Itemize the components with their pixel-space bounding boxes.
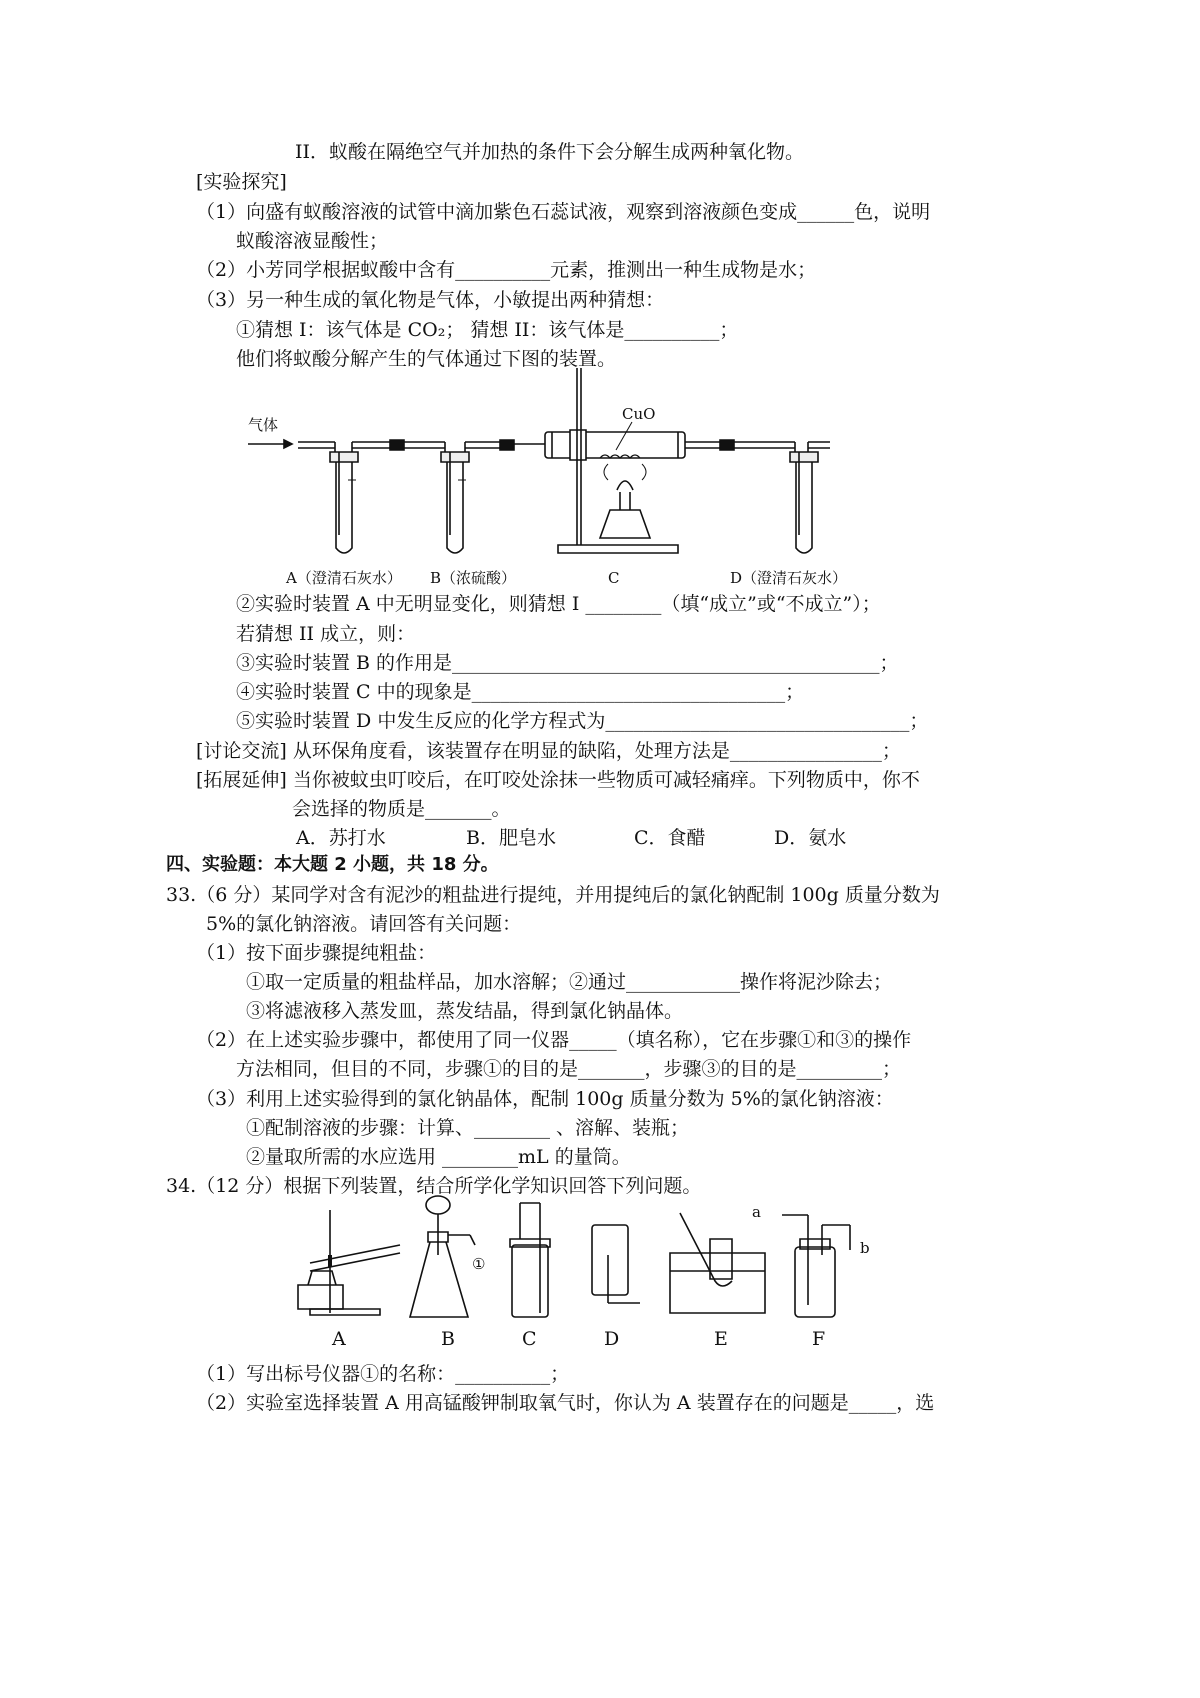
q33-part3-step1: ①配制溶液的步骤：计算、________ 、溶解、装瓶； <box>246 1117 690 1139</box>
q33-part3: （3）利用上述实验得到的氯化钠晶体，配制 100g 质量分数为 5%的氯化钠溶液： <box>196 1088 894 1110</box>
cuo-label: CuO <box>622 405 656 423</box>
q33-part1-step3: ③将滤液移入蒸发皿，蒸发结晶，得到氯化钠晶体。 <box>246 1000 684 1022</box>
option-a: A．苏打水 <box>296 827 386 849</box>
fig1-label-c: C <box>608 569 620 587</box>
fig2-label-c: C <box>522 1328 537 1350</box>
q34-part2: （2）实验室选择装置 A 用高锰酸钾制取氧气时，你认为 A 装置存在的问题是_____，选 <box>196 1392 935 1414</box>
q-3-guess: ①猜想 I：该气体是 CO₂； 猜想 II：该气体是__________； <box>236 319 739 341</box>
fig2-label-e: E <box>714 1328 728 1350</box>
q-2: （2）小芳同学根据蚁酸中含有__________元素，推测出一种生成物是水； <box>196 259 817 281</box>
q33-part3-step2: ②量取所需的水应选用 ________mL 的量筒。 <box>246 1146 631 1168</box>
q-3-apparatus-intro: 他们将蚁酸分解产生的气体通过下图的装置。 <box>236 348 617 370</box>
gas-train-diagram <box>240 360 860 560</box>
port-a-label: a <box>752 1203 761 1221</box>
q33-part1-step12: ①取一定质量的粗盐样品，加水溶解；②通过____________操作将泥沙除去； <box>246 971 893 993</box>
fig1-label-d: D（澄清石灰水） <box>730 569 848 587</box>
fig1-label-a: A（澄清石灰水） <box>286 569 402 587</box>
fig2-label-d: D <box>604 1328 620 1350</box>
q-1-line1: （1）向盛有蚁酸溶液的试管中滴加紫色石蕊试液，观察到溶液颜色变成______色，说明 <box>196 201 931 223</box>
q33-part2-line2: 方法相同，但目的不同，步骤①的目的是_______，步骤③的目的是_________； <box>236 1058 902 1080</box>
port-b-label: b <box>860 1239 870 1257</box>
extension-line2: 会选择的物质是_______。 <box>292 798 511 820</box>
option-b: B．肥皂水 <box>466 827 556 849</box>
gas-label: 气体 <box>248 416 279 434</box>
q33-line2: 5%的氯化钠溶液。请回答有关问题： <box>206 913 522 935</box>
q-1-line2: 蚁酸溶液显酸性； <box>236 230 389 252</box>
option-d: D．氨水 <box>774 827 847 849</box>
q-3-if-guess2: 若猜想 II 成立，则： <box>236 623 416 645</box>
q33-part1: （1）按下面步骤提纯粗盐： <box>196 942 437 964</box>
q34-part1: （1）写出标号仪器①的名称：__________； <box>196 1363 570 1385</box>
q-3-step5: ⑤实验时装置 D 中发生反应的化学方程式为________________________________； <box>236 710 929 732</box>
fig2-label-a: A <box>332 1328 346 1350</box>
q-3: （3）另一种生成的氧化物是气体，小敏提出两种猜想： <box>196 289 665 311</box>
flask-funnel-marker: ① <box>472 1255 486 1273</box>
discussion: [讨论交流] 从环保角度看，该装置存在明显的缺陷，处理方法是________________； <box>196 740 901 762</box>
fig1-label-b: B（浓硫酸） <box>430 569 517 587</box>
extension-line1: [拓展延伸] 当你被蚊虫叮咬后，在叮咬处涂抹一些物质可减轻痛痒。下列物质中，你不 <box>196 769 920 791</box>
section-experiment-explore: [实验探究] <box>196 171 287 193</box>
q33-part2-line1: （2）在上述实验步骤中，都使用了同一仪器_____（填名称），它在步骤①和③的操作 <box>196 1029 912 1051</box>
q33-line1: 33.（6 分）某同学对含有泥沙的粗盐进行提纯，并用提纯后的氯化钠配制 100g 质量分数为 <box>166 884 940 906</box>
fig2-label-b: B <box>441 1328 455 1350</box>
q-3-step2: ②实验时装置 A 中无明显变化，则猜想 I ________（填“成立”或“不成立”）； <box>236 593 881 615</box>
line-decomp: II．蚁酸在隔绝空气并加热的条件下会分解生成两种氧化物。 <box>295 141 805 163</box>
option-c: C．食醋 <box>634 827 706 849</box>
apparatus-diagram <box>290 1195 890 1325</box>
q34-line1: 34.（12 分）根据下列装置，结合所学化学知识回答下列问题。 <box>166 1175 702 1197</box>
fig2-label-f: F <box>812 1328 826 1350</box>
section-4-heading: 四、实验题：本大题 2 小题，共 18 分。 <box>166 854 499 875</box>
q-3-step3: ③实验时装置 B 的作用是_____________________________________________； <box>236 652 899 674</box>
q-3-step4: ④实验时装置 C 中的现象是_________________________________； <box>236 681 805 703</box>
